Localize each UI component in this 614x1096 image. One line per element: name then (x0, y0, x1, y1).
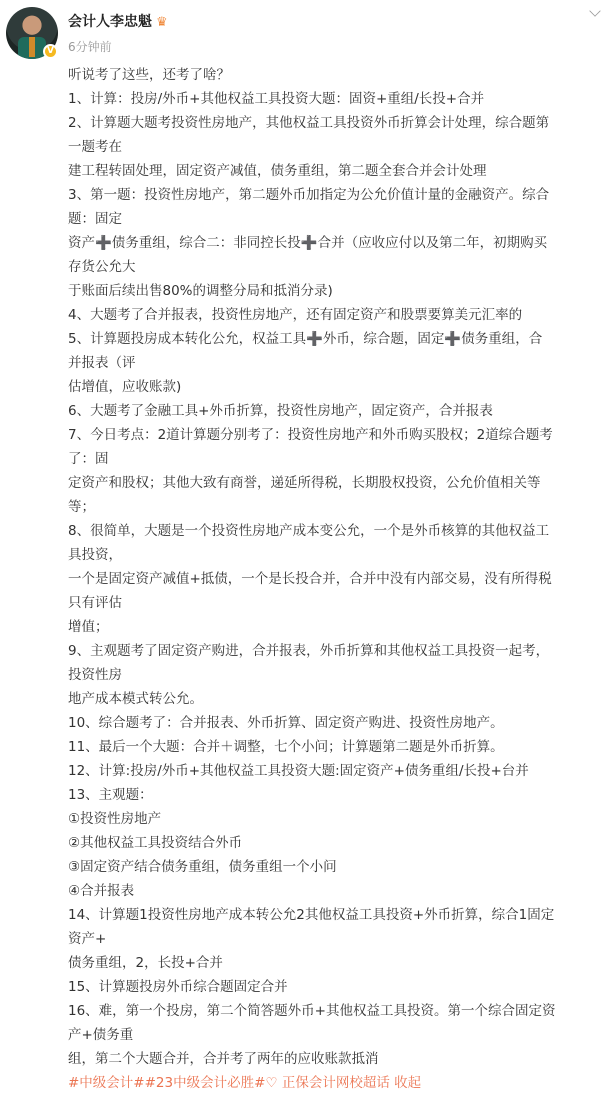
post-text-line: 11、最后一个大题：合并＋调整，七个小问；计算题第二题是外币折算。 (68, 739, 504, 755)
post-text-line: 4、大题考了合并报表，投资性房地产，还有固定资产和股票要算美元汇率的 (68, 307, 523, 323)
post-text-line: 存货公允大 (68, 259, 136, 275)
hashtag-link[interactable]: #中级会计# (68, 1075, 145, 1091)
post-text-line: 增值； (68, 619, 109, 635)
post-text-line: 了：固 (68, 451, 109, 467)
post-text-line: 地产成本模式转公允。 (68, 691, 203, 707)
post-text-line: 投资性房 (68, 667, 122, 683)
post-text-line: 15、计算题投房外币综合题固定合并 (68, 979, 288, 995)
post-text-line: 资产+ (68, 931, 107, 947)
post-text-line: 12、计算:投房/外币+其他权益工具投资大题:固定资产+债务重组/长投+台并 (68, 763, 529, 779)
post-text-line: 并报表（评 (68, 355, 136, 371)
post-text-line: 具投资， (68, 547, 122, 563)
post-tags (68, 1071, 608, 1095)
post-text-line: 16、难，第一个投房，第二个简答题外币+其他权益工具投资。第一个综合固定资 (68, 1003, 556, 1019)
post-text-line: 组，第二个大题合并，合并考了两年的应收账款抵消 (68, 1051, 379, 1067)
post-text-line: 资产➕债务重组，综合二：非同控长投➕合并（应收应付以及第二年，初期购买 (68, 235, 548, 251)
post-text-line: 债务重组，2，长投+合并 (68, 955, 223, 971)
post-text-line: 14、计算题1投资性房地产成本转公允2其他权益工具投资+外币折算，综合1固定 (68, 907, 555, 923)
author-name[interactable] (68, 11, 168, 31)
post-text-line: 题：固定 (68, 211, 122, 227)
avatar-tie (29, 37, 35, 57)
post-text-line: 只有评估 (68, 595, 122, 611)
post-text-line: 听说考了这些，还考了啥？ (68, 67, 230, 83)
post-text-line: 5、计算题投房成本转化公允，权益工具➕外币，综合题，固定➕债务重组，合 (68, 331, 543, 347)
post-text-line: 8、很简单，大题是一个投资性房地产成本变公允，一个是外币核算的其他权益工 (68, 523, 550, 539)
post-time[interactable]: 6分钟前 (68, 40, 112, 54)
post-text-line: 2、计算题大题考投资性房地产，其他权益工具投资外币折算会计处理，综合题第 (68, 115, 550, 131)
chevron-down-icon[interactable] (589, 5, 600, 16)
collapse-link[interactable]: 收起 (394, 1075, 422, 1091)
post-body (68, 63, 608, 1095)
post-text-line: 定资产和股权；其他大致有商誉，递延所得税，长期股权投资，公允价值相关等 (68, 475, 541, 491)
post-text-line: ③固定资产结合债务重组，债务重组一个小问 (68, 859, 337, 875)
post-text-line: ②其他权益工具投资结合外币 (68, 835, 243, 851)
post-text-line: 等； (68, 499, 95, 515)
post-text-line: 3、第一题：投资性房地产，第二题外币加指定为公允价值计量的金融资产。综合 (68, 187, 550, 203)
verified-badge-icon: V (43, 44, 58, 59)
supertopic-icon: ♡ (265, 1075, 282, 1091)
post-text-line: 13、主观题： (68, 787, 153, 803)
post-text-line: ①投资性房地产 (68, 811, 162, 827)
post-text-line: 1、计算：投房/外币+其他权益工具投资大题：固资+重组/长投+合并 (68, 91, 485, 107)
post-text-line: 一题考在 (68, 139, 122, 155)
post-text-line: 于账面后续出售80%的调整分局和抵消分录) (68, 283, 333, 299)
post-text-line: 10、综合题考了：合并报表、外币折算、固定资产购进、投资性房地产。 (68, 715, 504, 731)
post-text-line: 9、主观题考了固定资产购进，合并报表，外币折算和其他权益工具投资一起考， (68, 643, 550, 659)
post-text-line: 建工程转固处理，固定资产减值，债务重组，第二题全套合并会计处理 (68, 163, 487, 179)
post-text-line: ④合并报表 (68, 883, 135, 899)
hashtag-link[interactable]: #23中级会计必胜# (144, 1075, 266, 1091)
author-name-text[interactable]: 会计人李忠魁 (68, 14, 152, 30)
crown-icon: ♛ (156, 15, 168, 30)
post-text-line: 6、大题考了金融工具+外币折算，投资性房地产，固定资产，合并报表 (68, 403, 493, 419)
supertopic-link[interactable]: 正保会计网校超话 (281, 1075, 390, 1091)
post-text-line: 一个是固定资产减值+抵债，一个是长投合并，合并中没有内部交易，没有所得税 (68, 571, 552, 587)
post-text-line: 7、今日考点：2道计算题分别考了：投资性房地产和外币购买股权；2道综合题考 (68, 427, 553, 443)
post-text-line: 估增值，应收账款) (68, 379, 182, 395)
post-text-line: 产+债务重 (68, 1027, 134, 1043)
